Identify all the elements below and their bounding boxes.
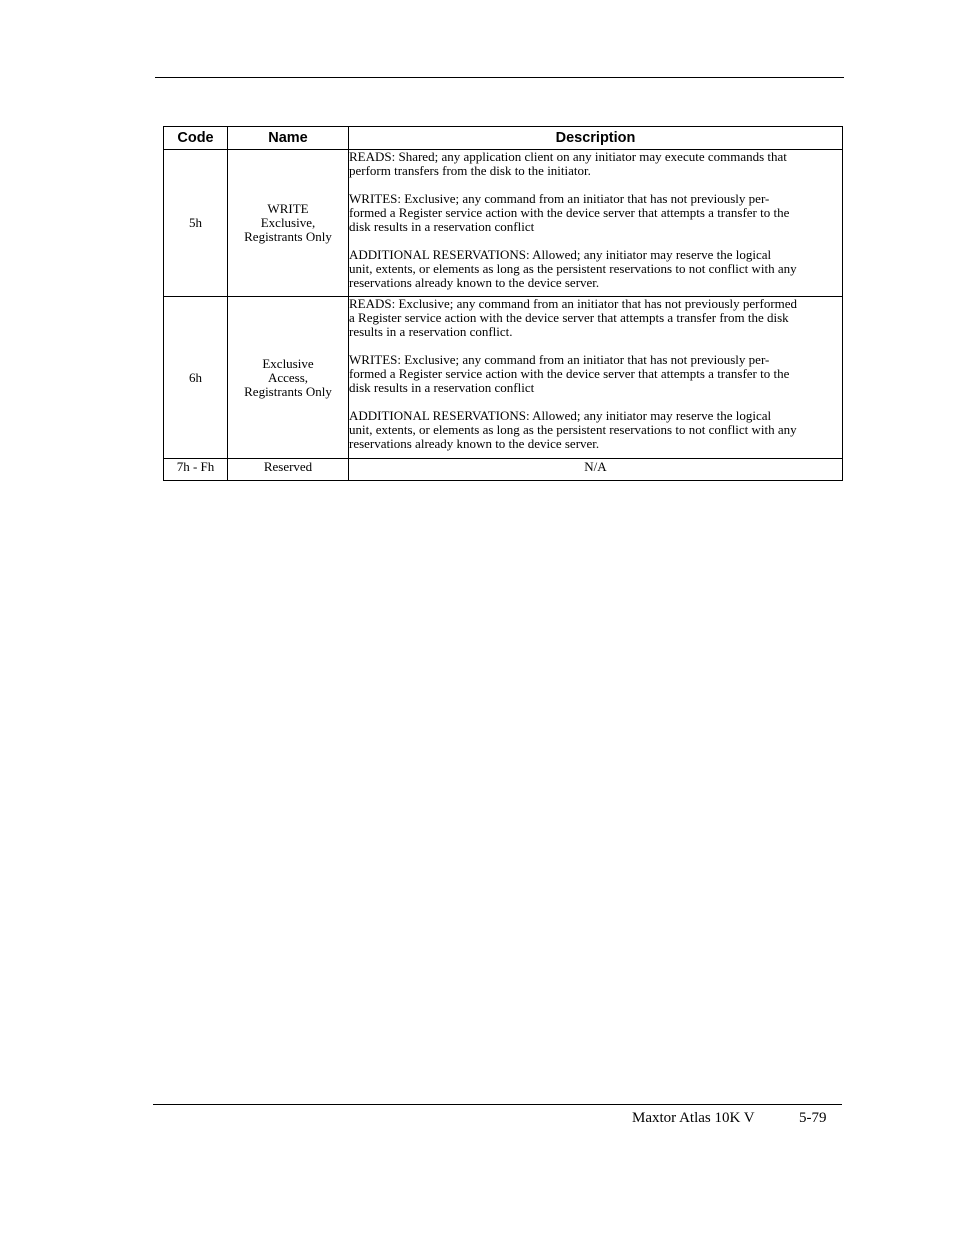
footer-document-title: Maxtor Atlas 10K V bbox=[632, 1110, 755, 1126]
table-row bbox=[164, 150, 843, 297]
description-writes: WRITES: Exclusive; any command from an initiator that has not previously per- formed a Register service action with the device server that attempts a transfer to the disk results in a reservation conflict bbox=[349, 191, 790, 234]
name-line: Registrants Only bbox=[244, 383, 332, 399]
column-header-description: Description bbox=[349, 127, 843, 150]
description-writes: WRITES: Exclusive; any command from an initiator that has not previously per- formed a Register service action with the device server that attempts a transfer to the disk results in a reservation conflict bbox=[349, 352, 790, 395]
column-header-code: Code bbox=[164, 127, 228, 150]
name-line: WRITE bbox=[267, 201, 309, 216]
reservation-type-table bbox=[163, 126, 843, 481]
code-cell: 6h bbox=[164, 297, 228, 459]
footer-rule bbox=[153, 1104, 842, 1105]
description-cell bbox=[349, 150, 843, 297]
name-cell bbox=[228, 459, 349, 481]
table-header-row bbox=[164, 127, 843, 150]
code-cell: 7h - Fh bbox=[164, 459, 228, 481]
description-cell bbox=[349, 297, 843, 459]
description-reads: READS: Exclusive; any command from an initiator that has not previously performed a Register service action with the device server that attempts a transfer from the disk results in a reservation conflict. bbox=[349, 296, 798, 339]
column-header-name: Name bbox=[228, 127, 349, 150]
description-na: N/A bbox=[584, 459, 607, 474]
name-line: Access, bbox=[267, 369, 309, 385]
name-line: Reserved bbox=[263, 459, 313, 474]
name-line: Exclusive bbox=[262, 355, 314, 371]
name-line: Exclusive, bbox=[260, 215, 316, 230]
table-row bbox=[164, 297, 843, 459]
name-cell bbox=[228, 297, 349, 459]
code-cell: 5h bbox=[164, 150, 228, 297]
table-row bbox=[164, 459, 843, 481]
description-additional: ADDITIONAL RESERVATIONS: Allowed; any initiator may reserve the logical unit, extents, or elements as long as the persistent reservations to not conflict with any reservations already known to the device server. bbox=[349, 408, 797, 451]
description-additional: ADDITIONAL RESERVATIONS: Allowed; any initiator may reserve the logical unit, extents, or elements as long as the persistent reservations to not conflict with any reservations already known to the device server. bbox=[349, 247, 797, 290]
description-reads: READS: Shared; any application client on any initiator may execute commands that perform transfers from the disk to the initiator. bbox=[349, 149, 787, 178]
footer-page-number: 5-79 bbox=[799, 1110, 827, 1126]
header-rule bbox=[155, 77, 844, 78]
name-cell bbox=[228, 150, 349, 297]
name-line: Registrants Only bbox=[244, 229, 332, 244]
description-cell bbox=[349, 459, 843, 481]
